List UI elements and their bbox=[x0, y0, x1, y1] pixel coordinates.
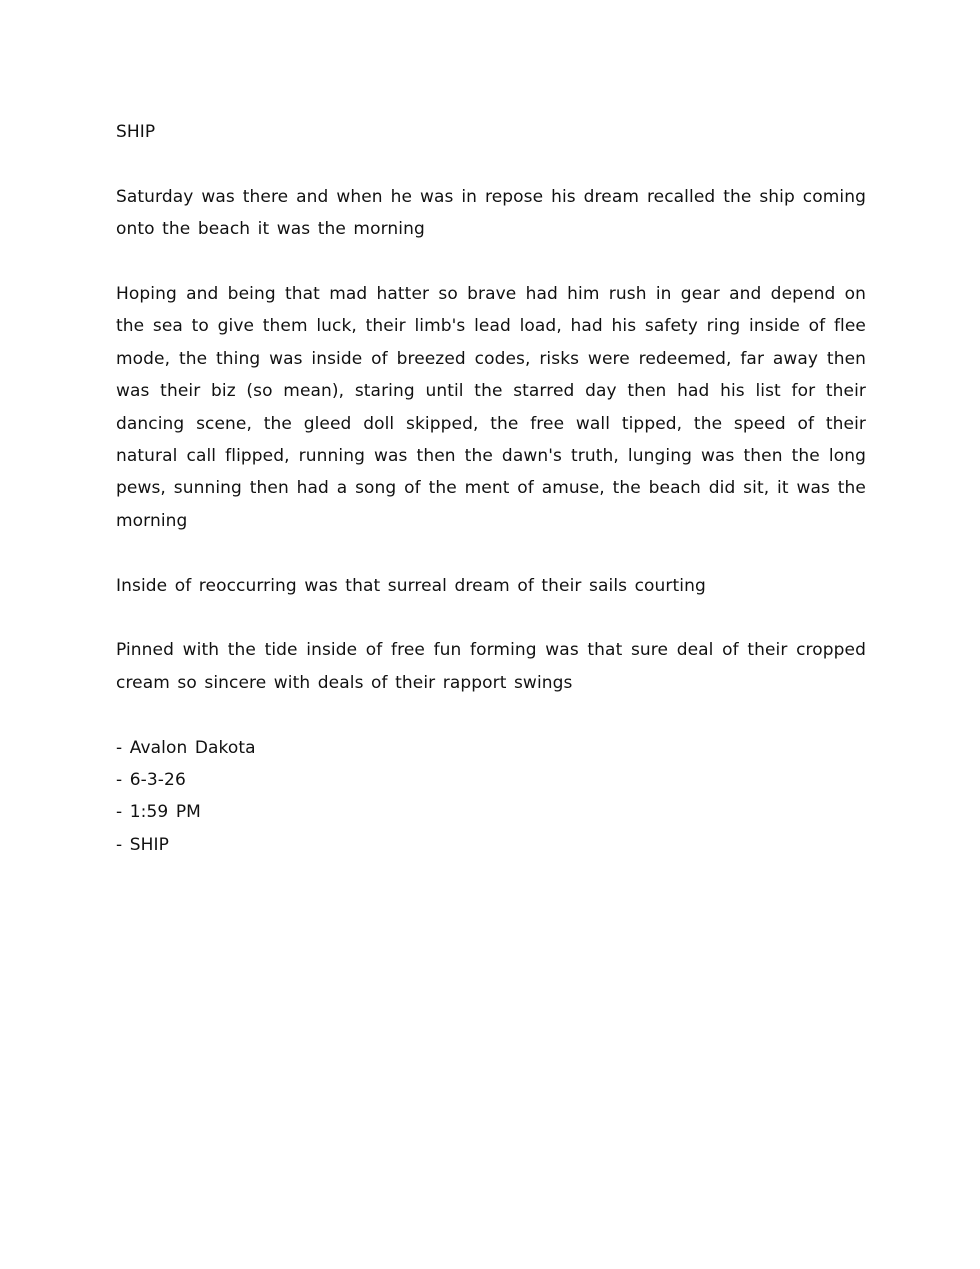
document-page bbox=[116, 116, 866, 861]
document-title: SHIP bbox=[116, 122, 156, 142]
signature-block bbox=[116, 732, 866, 862]
signature-date: - 6-3-26 bbox=[116, 770, 186, 791]
paragraph-1: Saturday was there and when he was in repose his dream recalled the ship coming onto the beach it was the morning bbox=[116, 186, 866, 240]
paragraph-3: Inside of reoccurring was that surreal dream of their sails courting bbox=[116, 575, 706, 596]
signature-title: - SHIP bbox=[116, 834, 169, 855]
paragraph-4: Pinned with the tide inside of free fun forming was that sure deal of their cropped cream so sincere with deals of their rapport swings bbox=[116, 640, 866, 693]
paragraph-2: Hoping and being that mad hatter so brave had him rush in gear and depend on the sea to give them luck, their limb's lead load, had his safety ring inside of flee mode, the thing was inside of breezed codes, risks were redeemed, far away then was their biz (so mean), staring until the starred day then had his list for their dancing scene, the gleed doll skipped, the free wall tipped, the speed of their natural call flipped, running was then the dawn's truth, lunging was then the long pews, sunning then had a song of the ment of amuse, the beach did sit, it was the morning bbox=[116, 284, 866, 531]
signature-time: - 1:59 PM bbox=[116, 802, 201, 823]
signature-author: - Avalon Dakota bbox=[116, 737, 256, 758]
